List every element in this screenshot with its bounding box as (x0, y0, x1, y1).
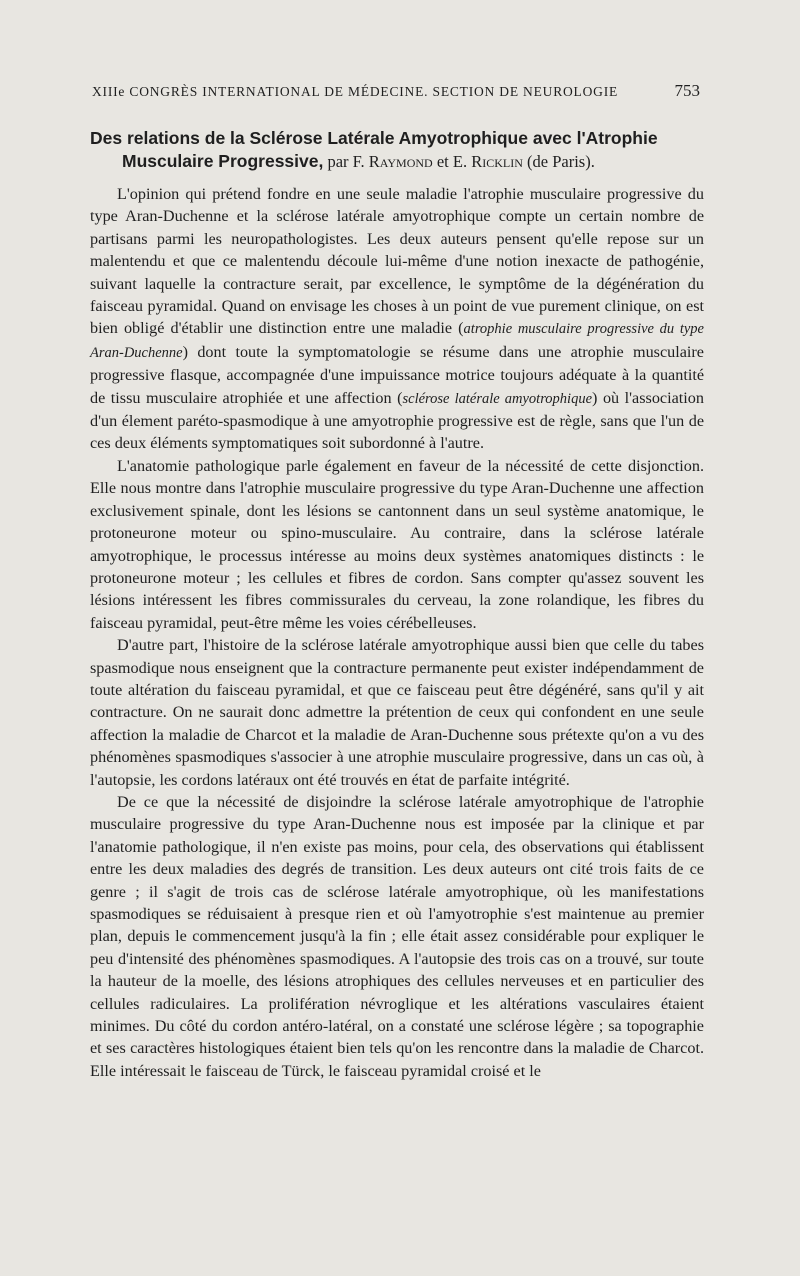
running-head (92, 81, 700, 101)
article-title (90, 127, 702, 173)
article-body (90, 183, 704, 1082)
paragraph-1-part-a: L'opinion qui prétend fondre en une seule maladie l'atrophie musculaire progressive du type Aran-Duchenne et la sclérose latérale amyotrophique compte un certain nombre de partisans parmi les neuropathologistes. Les deux auteurs pensent qu'elle repose sur un malentendu et que ce malentendu découle lui-même d'une notion inexacte de pathogénie, suivant laquelle la contracture serait, par excellence, le symptôme de la dégénération du faisceau pyramidal. Quand on envisage les choses à un point de vue purement clinique, on est bien obligé d'établir une distinction entre une maladie ( (90, 185, 704, 338)
byline-par: par F. (323, 152, 369, 171)
author-ricklin: Ricklin (471, 152, 523, 171)
title-subject: Musculaire Progressive, (122, 151, 324, 171)
running-head-text: XIIIe CONGRÈS INTERNATIONAL DE MÉDECINE. SECTION DE NEUROLOGIE (92, 84, 619, 99)
title-line-2 (90, 150, 702, 173)
paragraph-1-part-b: ) dont toute la symptomatologie se résume dans une atrophie musculaire progressive flasque, accompagnée d'une impuissance motrice toujours adéquate à la quantité de tissu musculaire atrophiée et une affection ( (90, 342, 704, 407)
byline-et: et E. (432, 152, 472, 171)
italic-term-aran-duchenne: atrophie musculaire progressive du type Aran-Duchenne (90, 321, 704, 361)
title-line-1: Des relations de la Sclérose Latérale Amyotrophique avec l'Atrophie (90, 128, 658, 148)
paragraph-3: D'autre part, l'histoire de la sclérose latérale amyotrophique aussi bien que celle du tabes spasmodique nous enseignent que la contracture permanente peut exister indépendamment de toute altération du faisceau pyramidal, et que ce faisceau peut être dégénéré, sans qu'il y ait contracture. On ne saurait donc admettre la prétention de ceux qui confondent en une seule affection la maladie de Charcot et la maladie de Aran-Duchenne sous prétexte qu'on a vu des phénomènes spasmodiques s'associer à une atrophie musculaire progressive, dans un cas où, à l'autopsie, les cordons latéraux ont été trouvés en état de parfaite intégrité. (90, 636, 704, 789)
paragraph-2: L'anatomie pathologique parle également en faveur de la nécessité de cette disjonction. Elle nous montre dans l'atrophie musculaire progressive du type Aran-Duchenne une affection exclusivement spinale, dont les lésions se cantonnent dans un seul système anatomique, le protoneurone moteur ou spino-musculaire. Au contraire, dans la sclérose latérale amyotrophique, le processus intéresse au moins deux systèmes anatomiques distincts : le protoneurone moteur ; les cellules et fibres de cordon. Sans compter qu'assez souvent les lésions intéressent les fibres commissurales du cerveau, la zone rolandique, les fibres du faisceau pyramidal, peut-être même les voies cérébelleuses. (90, 456, 704, 632)
author-raymond: Raymond (368, 152, 433, 171)
paragraph-4: De ce que la nécessité de disjoindre la sclérose latérale amyotrophique de l'atrophie musculaire progressive du type Aran-Duchenne nous est imposée par la clinique et par l'anatomie pathologique, il n'en existe pas moins, pour cela, des observations qui établissent entre les deux maladies des degrés de transition. Les deux auteurs ont cité trois faits de ce genre ; il s'agit de trois cas de sclérose latérale amyotrophique, où les manifestations spasmodiques se réduisaient à presque rien et où l'amyotrophie s'est maintenue au premier plan, depuis le commencement jusqu'à la fin ; elle était assez considérable pour expliquer le peu d'intensité des phénomènes spasmodiques. A l'autopsie des trois cas on a trouvé, sur toute la hauteur de la moelle, des lésions atrophiques des cellules nerveuses et en particulier des cellules radiculaires. La prolifération névroglique et les altérations vasculaires étaient minimes. Du côté du cordon antéro-latéral, on a constaté une sclérose légère ; sa topographie et ses caractères histologiques étaient bien tels qu'on les rencontre dans la maladie de Charcot. Elle intéressait le faisceau de Türck, le faisceau pyramidal croisé et le (90, 792, 704, 1080)
italic-term-sla: sclérose latérale amyotrophique (402, 390, 593, 407)
byline (323, 152, 594, 171)
page-number: 753 (674, 81, 700, 100)
paragraph-1-part-c: ) où l'association d'un élement paréto-spasmodique à une amyotrophie progressive est de règle, sans que l'un de ces deux éléments symptomatiques soit subordonné à l'autre. (90, 388, 704, 453)
byline-place: (de Paris). (522, 152, 595, 171)
paragraph-1 (90, 183, 704, 455)
